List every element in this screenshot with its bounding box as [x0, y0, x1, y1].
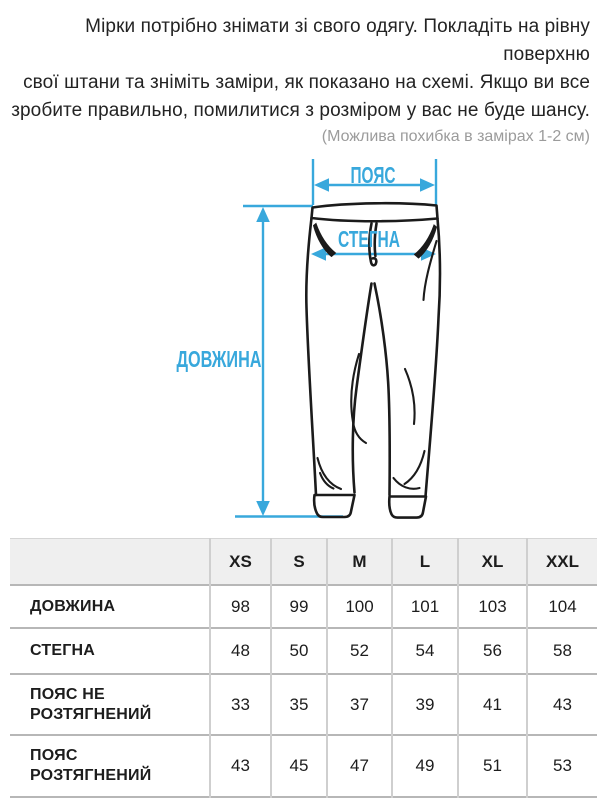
size-value-cell: 41: [458, 674, 527, 735]
length-label: ДОВЖИНА: [176, 346, 262, 372]
size-value-cell: 39: [392, 674, 458, 735]
row-label: ДОВЖИНА: [30, 597, 116, 615]
size-column-header: L: [392, 539, 458, 586]
size-table-header-row: [10, 539, 597, 586]
size-value-cell: 54: [392, 628, 458, 674]
size-value-cell: 37: [327, 674, 392, 735]
fabric-folds: [318, 241, 437, 489]
size-column-header: XS: [210, 539, 271, 586]
empty-corner-cell: [10, 539, 210, 586]
size-value-cell: 43: [210, 735, 271, 797]
size-value-cell: 104: [527, 585, 597, 628]
size-column-header: S: [271, 539, 327, 586]
size-value-cell: 35: [271, 674, 327, 735]
row-label: ПОЯС РОЗТЯГНЕНИЙ: [30, 747, 152, 784]
size-value-cell: 48: [210, 628, 271, 674]
size-value-cell: 98: [210, 585, 271, 628]
size-value-cell: 58: [527, 628, 597, 674]
size-value-cell: 101: [392, 585, 458, 628]
table-row: [10, 735, 597, 797]
row-label: СТЕГНА: [30, 642, 95, 659]
size-value-cell: 43: [527, 674, 597, 735]
waist-label: ПОЯС: [350, 162, 396, 188]
instruction-line: зробите правильно, помилитися з розміром у вас не буде шансу.: [11, 100, 590, 121]
size-value-cell: 99: [271, 585, 327, 628]
size-value-cell: 49: [392, 735, 458, 797]
pants-measurement-illustration: [160, 154, 480, 538]
size-diagram: [0, 154, 615, 538]
size-value-cell: 103: [458, 585, 527, 628]
size-chart-table: [10, 538, 597, 798]
table-row: [10, 628, 597, 674]
size-column-header: M: [327, 539, 392, 586]
row-label: ПОЯС НЕ РОЗТЯГНЕНИЙ: [30, 685, 152, 723]
size-column-header: XXL: [527, 539, 597, 586]
table-row: [10, 585, 597, 628]
size-value-cell: 52: [327, 628, 392, 674]
size-value-cell: 51: [458, 735, 527, 797]
hips-label: СТЕГНА: [338, 226, 400, 252]
size-column-header: XL: [458, 539, 527, 586]
tolerance-note: (Можлива похибка в замірах 1-2 см): [321, 128, 590, 145]
instruction-line: Мірки потрібно знімати зі свого одягу. Покладіть на рівну поверхню: [85, 16, 590, 65]
size-value-cell: 47: [327, 735, 392, 797]
size-value-cell: 56: [458, 628, 527, 674]
size-value-cell: 33: [210, 674, 271, 735]
measurement-instructions: [0, 0, 615, 125]
size-value-cell: 50: [271, 628, 327, 674]
size-value-cell: 100: [327, 585, 392, 628]
table-row: [10, 674, 597, 735]
size-value-cell: 45: [271, 735, 327, 797]
size-value-cell: 53: [527, 735, 597, 797]
instruction-line: свої штани та зніміть заміри, як показано на схемі. Якщо ви все: [23, 72, 590, 93]
